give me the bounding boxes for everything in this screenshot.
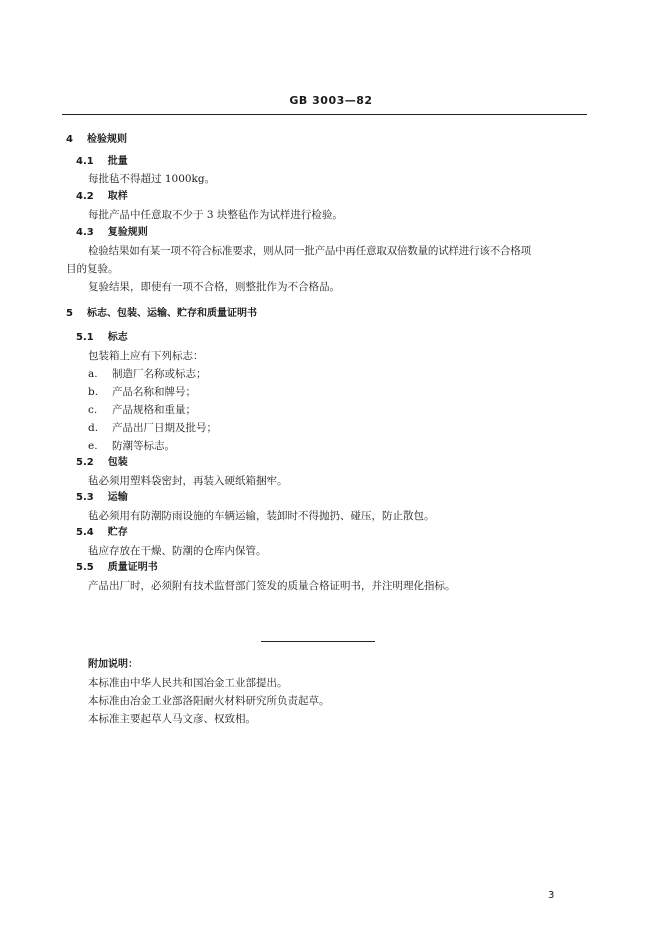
section-4-2-title: 取样 [107, 191, 128, 202]
list-item-text: 产品名称和牌号； [112, 386, 196, 398]
section-5-2-title: 包装 [107, 457, 128, 468]
section-4-number: 4 [66, 134, 73, 145]
list-item-text: 制造厂名称或标志； [112, 368, 207, 380]
notes-line-2: 本标准由冶金工业部洛阳耐火材料研究所负责起草。 [88, 695, 330, 707]
section-4-2-text: 每批产品中任意取不少于 3 块整毡作为试样进行检验。 [88, 209, 343, 221]
section-5-3-heading [76, 491, 128, 505]
section-5-3-text: 毡必须用有防潮防雨设施的车辆运输，装卸时不得抛扔、碰压，防止散包。 [88, 510, 435, 522]
list-item [88, 439, 175, 453]
list-item-text: 产品规格和重量； [112, 404, 196, 416]
section-4-heading [66, 133, 127, 147]
section-5-number: 5 [66, 308, 73, 319]
list-item [88, 403, 196, 417]
list-item-mark: e. [88, 440, 98, 452]
section-5-2-heading [76, 456, 128, 470]
section-5-1-intro: 包装箱上应有下列标志： [88, 350, 204, 362]
separator-rule [261, 641, 375, 642]
section-5-1-title: 标志 [107, 332, 128, 343]
section-5-4-number: 5.4 [76, 527, 94, 538]
section-4-3-title: 复验规则 [107, 227, 148, 238]
section-5-1-number: 5.1 [76, 332, 94, 343]
section-5-5-title: 质量证明书 [107, 562, 158, 573]
section-5-1-heading [76, 331, 128, 345]
header-rule [62, 114, 587, 115]
list-item [88, 421, 217, 435]
section-5-title: 标志、包装、运输、贮存和质量证明书 [86, 308, 257, 319]
section-4-3-text-2: 目的复验。 [66, 263, 119, 275]
list-item [88, 367, 207, 381]
section-5-4-text: 毡应存放在干燥、防潮的仓库内保管。 [88, 545, 267, 557]
list-item-mark: d. [88, 422, 99, 434]
section-5-5-number: 5.5 [76, 562, 94, 573]
list-item-mark: a. [88, 368, 98, 380]
section-5-5-text: 产品出厂时，必须附有技术监督部门签发的质量合格证明书，并注明理化指标。 [88, 580, 456, 592]
section-5-4-title: 贮存 [107, 527, 128, 538]
standard-code: GB 3003—82 [289, 94, 373, 107]
section-4-2-heading [76, 190, 128, 204]
section-4-3-heading [76, 226, 148, 240]
section-5-5-heading [76, 561, 158, 575]
section-4-1-title: 批量 [107, 156, 128, 167]
section-5-heading [66, 307, 257, 321]
list-item-mark: c. [88, 404, 98, 416]
list-item-mark: b. [88, 386, 99, 398]
section-5-2-text: 毡必须用塑料袋密封，再装入硬纸箱捆牢。 [88, 475, 288, 487]
page-number: 3 [548, 890, 555, 901]
section-4-3-text-3: 复验结果，即使有一项不合格，则整批作为不合格品。 [88, 281, 340, 293]
section-4-1-heading [76, 155, 128, 169]
section-4-1-text: 每批毡不得超过 1000kg。 [88, 173, 216, 185]
section-5-3-number: 5.3 [76, 492, 94, 503]
notes-title: 附加说明： [88, 659, 138, 670]
list-item-text: 产品出厂日期及批号； [112, 422, 217, 434]
notes-line-3: 本标准主要起草人马文彦、权致相。 [88, 713, 256, 725]
list-item [88, 385, 196, 399]
section-5-3-title: 运输 [107, 492, 128, 503]
list-item-text: 防潮等标志。 [112, 440, 175, 452]
section-4-3-number: 4.3 [76, 227, 94, 238]
section-4-3-text-1: 检验结果如有某一项不符合标准要求，则从同一批产品中再任意取双倍数量的试样进行该不合格项 [88, 245, 531, 257]
section-4-2-number: 4.2 [76, 191, 94, 202]
section-5-2-number: 5.2 [76, 457, 94, 468]
notes-line-1: 本标准由中华人民共和国冶金工业部提出。 [88, 677, 288, 689]
section-4-1-number: 4.1 [76, 156, 94, 167]
section-4-title: 检验规则 [86, 134, 127, 145]
section-5-4-heading [76, 526, 128, 540]
